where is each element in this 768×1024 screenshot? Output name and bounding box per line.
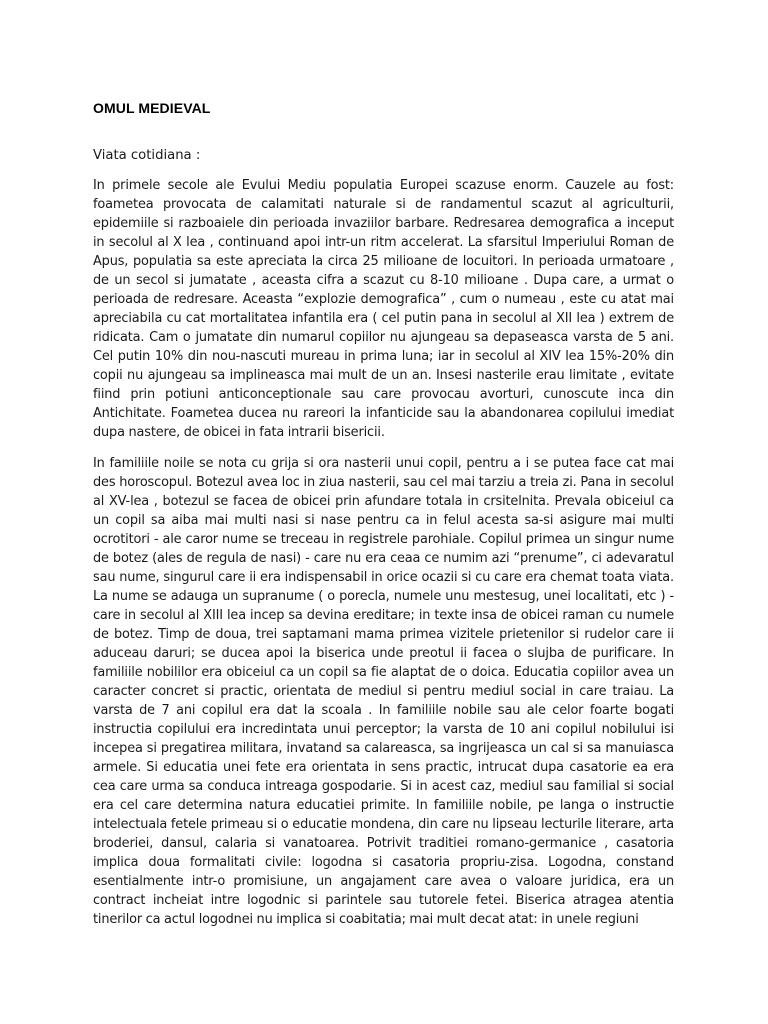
section-heading: Viata cotidiana : bbox=[93, 148, 201, 163]
paragraph-2: In familiile noile se nota cu grija si ora nasterii unui copil, pentru a i se putea face cat mai des horoscopul. Botezul avea loc in ziua nasterii, sau cel mai tarziu a treia zi. Pana in secolul al XV-lea , botezul se facea de obicei prin afundare totala in crsitelnita. Prevala obiceiul ca un copil sa aiba mai multi nasi si nase pentru ca in felul acesta sa-si asigure mai multi ocrotitori - ale caror nume se treceau in registrele parohiale. Copilul primea un singur nume de botez (ales de regula de nasi) - care nu era ceaa ce numim azi “prenume”, ci adevaratul sau nume, singurul care ii era indispensabil in orice ocazii si cu care era chemat toata viata. La nume se adauga un supranume ( o porecla, numele unu mestesug, unei localitati, etc ) - care in secolul al XIII lea incep sa devina ereditare; in texte insa de obicei raman cu numele de botez. Timp de doua, trei saptamani mama primea vizitele prietenilor si rudelor care ii aduceau daruri; se ducea apoi la biserica unde preotul ii facea o slujba de purificare. In familiile nobililor era obiceiul ca un copil sa fie alaptat de o doica. Educatia copiilor avea un caracter concret si practic, orientata de mediul si pentru mediul social in care traiau. La varsta de 7 ani copilul era dat la scoala . In familiile nobile sau ale celor foarte bogati instructia copilului era incredintata unui perceptor; la varsta de 10 ani copilul nobilului isi incepea si pregatirea militara, invatand sa calareasca, sa ingrijeasca un cal si sa manuiasca armele. Si educatia unei fete era orientata in sens practic, intrucat dupa casatorie ea era cea care urma sa conduca intreaga gospodarie. Si in acest caz, mediul sau familial si social era cel care determina natura educatiei primite. In familiile nobile, pe langa o instructie intelectuala fetele primeau si o educatie mondena, din care nu lipseau lecturile literare, arta broderiei, dansul, calaria si vanatoarea. Potrivit traditiei romano-germanice , casatoria implica doua formalitati civile: logodna si casatoria propriu-zisa. Logodna, constand esentialmente intr-o promisiune, un angajament care avea o valoare juridica, era un contract incheiat intre logodnic si parintele sau tutorele fetei. Biserica atragea atentia tinerilor ca actul logodnei nu implica si coabitatia; mai mult decat atat: in unele regiuni bbox=[93, 456, 674, 927]
document-title: OMUL MEDIEVAL bbox=[93, 100, 211, 116]
paragraph-1: In primele secole ale Evului Mediu populatia Europei scazuse enorm. Cauzele au fost: foametea provocata de calamitati naturale si de randamentul scazut al agriculturii, epidemiile si razboaiele din perioada invaziilor barbare. Redresarea demografica a inceput in secolul al X lea , continuand apoi intr-un ritm accelerat. La sfarsitul Imperiului Roman de Apus, populatia sa este apreciata la circa 25 milioane de locuitori. In perioada urmatoare , de un secol si jumatate , aceasta cifra a scazut cu 8-10 milioane . Dupa care, a urmat o perioada de redresare. Aceasta “explozie demografica” , cum o numeau , este cu atat mai apreciabila cu cat mortalitatea infantila era ( cel putin pana in secolul al XII lea ) extrem de ridicata. Cam o jumatate din numarul copiilor nu ajungeau sa depaseasca varsta de 5 ani. Cel putin 10% din nou-nascuti mureau in prima luna; iar in secolul al XIV lea 15%-20% din copii nu ajungeau sa implineasca mai mult de un an. Insesi nasterile erau limitate , evitate fiind prin potiuni anticonceptionale sau care provocau avorturi, cunoscute inca din Antichitate. Foametea ducea nu rareori la infanticide sau la abandonarea copilului imediat dupa nastere, de obicei in fata intrarii bisericii. bbox=[93, 178, 674, 440]
